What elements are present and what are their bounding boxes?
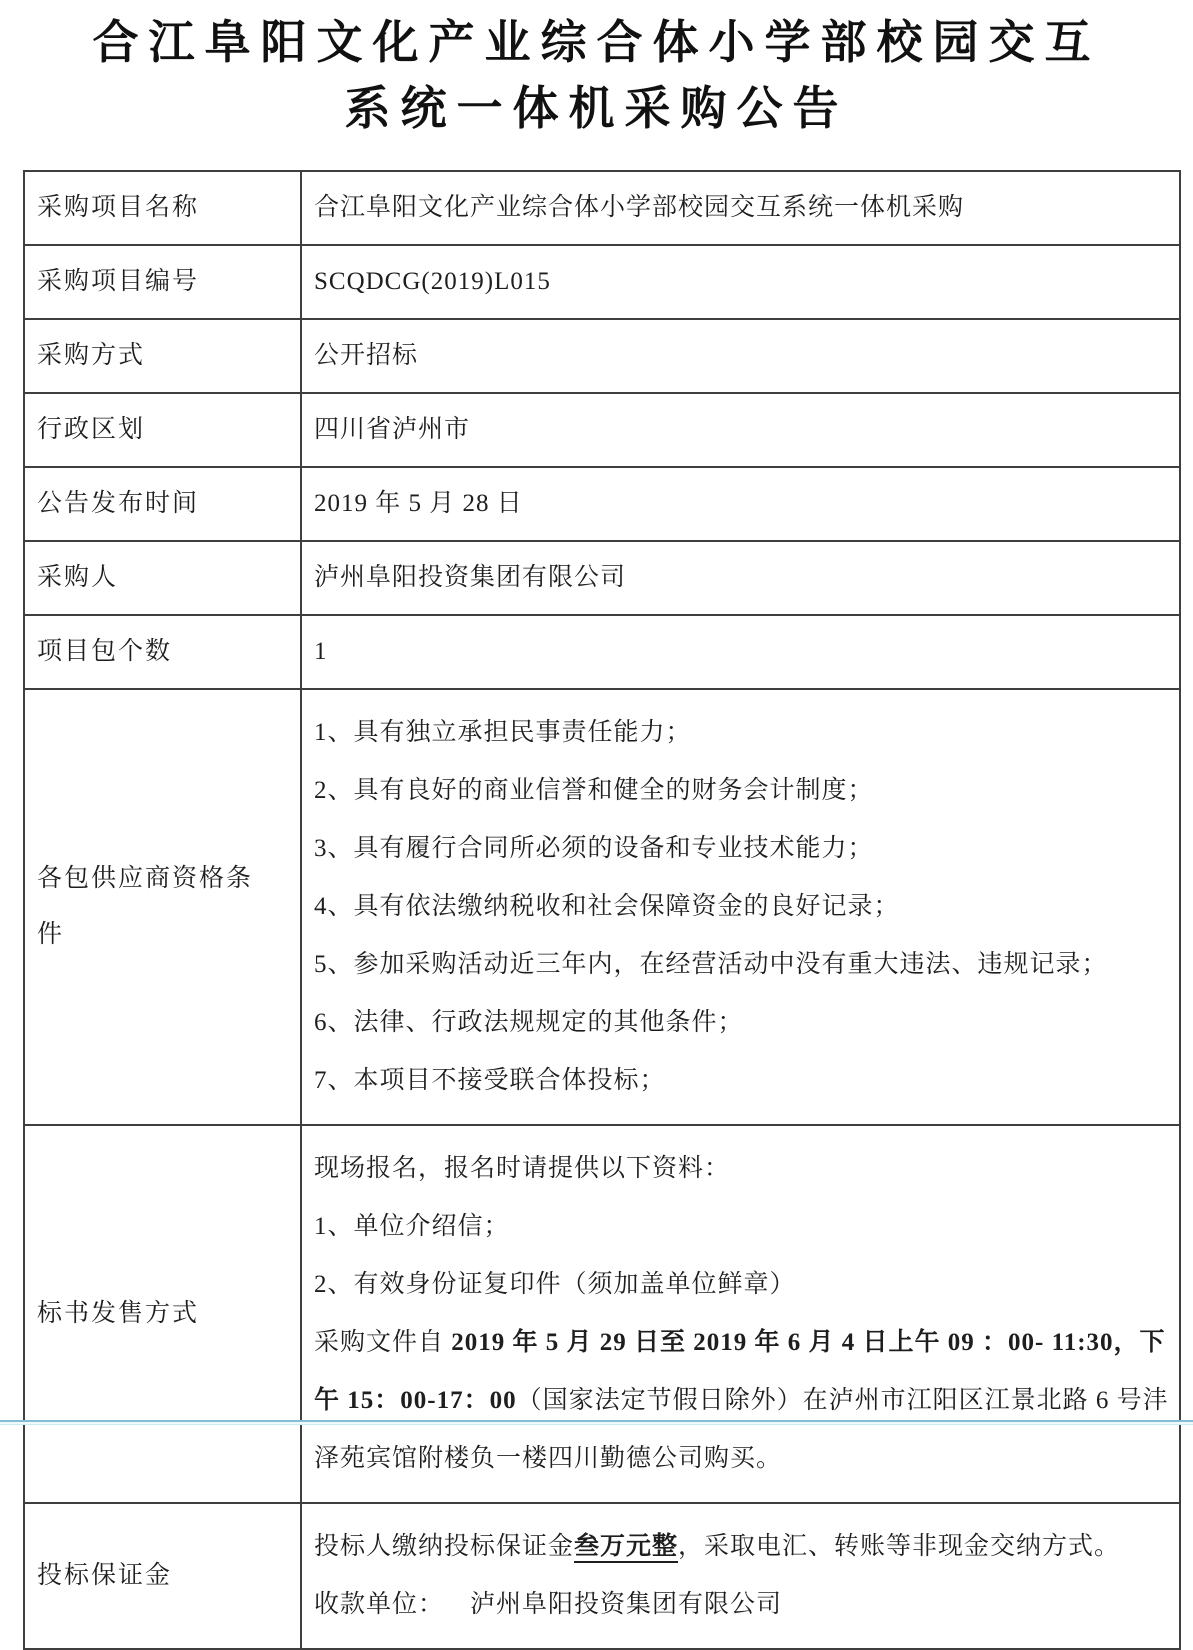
table-row [24, 541, 1180, 615]
table-row [24, 467, 1180, 541]
procurement-info-table [23, 170, 1181, 1650]
row-value-purchaser: 泸州阜阳投资集团有限公司 [301, 541, 1180, 615]
qualification-item: 5、参加采购活动近三年内，在经营活动中没有重大违法、违规记录； [314, 951, 1108, 978]
row-value-project-name: 合江阜阳文化产业综合体小学部校园交互系统一体机采购 [301, 171, 1180, 245]
row-label-method: 采购方式 [24, 319, 301, 393]
qualification-item: 2、具有良好的商业信誉和健全的财务会计制度； [314, 777, 874, 804]
table-row [24, 615, 1180, 689]
row-label-region: 行政区划 [24, 393, 301, 467]
row-label-package-count: 项目包个数 [24, 615, 301, 689]
bid-doc-sale-item: 2、有效身份证复印件（须加盖单位鲜章） [314, 1271, 796, 1298]
bond-suffix: ，采取电汇、转账等非现金交纳方式。 [678, 1533, 1121, 1560]
document-title-line-2: 系统一体机采购公告 [344, 83, 849, 134]
document-title-line-1: 合江阜阳文化产业综合体小学部校园交互 [92, 17, 1101, 68]
table-row [24, 245, 1180, 319]
table-row [24, 319, 1180, 393]
row-value-bid-bond [301, 1503, 1180, 1649]
table-row-bid-doc-sale [24, 1125, 1180, 1503]
qualification-item: 1、具有独立承担民事责任能力； [314, 719, 692, 746]
payee-label: 收款单位： [314, 1591, 445, 1618]
bid-doc-sale-notice [314, 1314, 1169, 1488]
row-label-purchaser: 采购人 [24, 541, 301, 615]
bond-prefix: 投标人缴纳投标保证金 [314, 1533, 575, 1560]
row-label-project-number: 采购项目编号 [24, 245, 301, 319]
bid-doc-sale-intro: 现场报名，报名时请提供以下资料： [314, 1155, 731, 1182]
bid-bond-payee-line [314, 1576, 1169, 1634]
notice-prefix: 采购文件自 [314, 1329, 452, 1356]
notice-bold-dates: 2019 年 5 月 29 日至 2019 年 6 月 4 日上午 09 ：00- 11:30，下午 15：00-17：00 [314, 1329, 1166, 1414]
qualification-item: 6、法律、行政法规规定的其他条件； [314, 1009, 744, 1036]
row-value-publish-date: 2019 年 5 月 28 日 [301, 467, 1180, 541]
row-value-bid-doc-sale [301, 1125, 1180, 1503]
qualification-item: 3、具有履行合同所必须的设备和专业技术能力； [314, 835, 874, 862]
row-value-qualification [301, 689, 1180, 1125]
qualification-item: 7、本项目不接受联合体投标； [314, 1067, 666, 1094]
table-row [24, 171, 1180, 245]
bid-bond-text [314, 1518, 1169, 1576]
row-label-bid-bond: 投标保证金 [24, 1503, 301, 1649]
row-value-region: 四川省泸州市 [301, 393, 1180, 467]
bond-amount: 叁万元整 [574, 1533, 679, 1560]
notice-suffix: （国家法定节假日除外）在泸州市江阳区江景北路 6 号沣泽苑宾馆附楼负一楼四川勤德公司购买。 [314, 1387, 1169, 1472]
row-label-qualification: 各包供应商资格条件 [24, 689, 301, 1125]
payee-name: 泸州阜阳投资集团有限公司 [470, 1591, 783, 1618]
row-value-method: 公开招标 [301, 319, 1180, 393]
row-label-bid-doc-sale: 标书发售方式 [24, 1125, 301, 1503]
bid-doc-sale-item: 1、单位介绍信； [314, 1213, 510, 1240]
row-label-publish-date: 公告发布时间 [24, 467, 301, 541]
table-row [24, 393, 1180, 467]
qualification-item: 4、具有依法缴纳税收和社会保障资金的良好记录； [314, 893, 900, 920]
document-title [0, 0, 1193, 142]
table-row-qualification [24, 689, 1180, 1125]
table-row-bid-bond [24, 1503, 1180, 1649]
row-label-project-name: 采购项目名称 [24, 171, 301, 245]
row-value-package-count: 1 [301, 615, 1180, 689]
row-value-project-number: SCQDCG(2019)L015 [301, 245, 1180, 319]
